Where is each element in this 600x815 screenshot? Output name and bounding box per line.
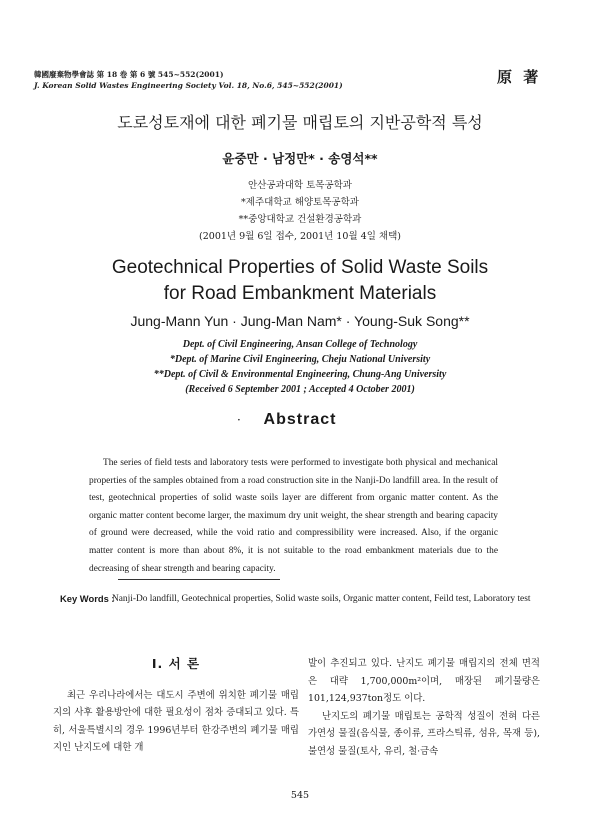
body-column-right (308, 655, 540, 761)
keywords-divider (118, 579, 280, 580)
section-heading-introduction: Ⅰ. 서 론 (151, 656, 201, 671)
journal-header-english: J. Korean Solid Wastes Engineering Society Vol. 18, No.6, 545~552(2001) (34, 81, 343, 90)
body-column-left (53, 655, 299, 757)
title-english (0, 255, 600, 307)
journal-header-korean: 韓國廢棄物學會誌 第 18 卷 第 6 號 545~552(2001) (34, 70, 224, 79)
affiliation-english-3: **Dept. of Civil & Environmental Engineering, Chung-Ang University (153, 369, 447, 380)
article-type-label: 原 著 (497, 68, 542, 86)
authors-english: Jung-Mann Yun · Jung-Man Nam* · Young-Suk Song** (130, 313, 470, 329)
affiliation-english-1: Dept. of Civil Engineering, Ansan College of Technology (182, 339, 418, 350)
received-date-english: (Received 6 September 2001 ; Accepted 4 October 2001) (185, 384, 415, 395)
keywords-text: Nanji-Do landfill, Geotechnical properties, Solid waste soils, Organic matter content, Feild test, Laboratory test (112, 594, 531, 604)
body-paragraph-right-2: 난지도의 폐기물 매립토는 공학적 성질이 전혀 다른 가연성 물질(음식물, 종이류, 프라스틱류, 섬유, 목재 등), 불연성 물질(토사, 유리, 철·금속 (308, 710, 540, 757)
affiliation-english-2: *Dept. of Marine Civil Engineering, Cheju National University (169, 354, 431, 365)
affiliation-korean-2: *제주대학교 해양토목공학과 (241, 197, 359, 208)
body-paragraph-right-1: 발이 추진되고 있다. 난지도 폐기물 매립지의 전체 면적은 대략 1,700,000m²이며, 매장된 폐기물량은 101,124,937ton정도 이다. (308, 658, 540, 705)
title-korean: 도로성토재에 대한 폐기물 매립토의 지반공학적 특성 (117, 113, 483, 132)
body-paragraph-left: 최근 우리나라에서는 대도시 주변에 위치한 폐기물 매립지의 사후 활용방안에 대한 필요성이 점차 증대되고 있다. 특히, 서울특별시의 경우 1996년부터 한강주변의 폐기물 매립지인 난지도에 대한 개 (53, 689, 299, 754)
title-english-line-2: for Road Embankment Materials (163, 283, 437, 304)
keywords-label: Key Words : (60, 593, 115, 604)
received-date-korean: (2001년 9월 6일 접수, 2001년 10월 4일 채택) (199, 231, 401, 242)
title-english-line-1: Geotechnical Properties of Solid Waste Soils (111, 257, 489, 278)
affiliation-korean-3: **중앙대학교 건설환경공학과 (238, 214, 362, 225)
affiliations-english (0, 337, 600, 397)
affiliations-korean (0, 177, 600, 245)
abstract-heading: Abstract (263, 411, 337, 428)
authors-korean: 윤중만 · 남정만* · 송영석** (222, 151, 378, 166)
page-number: 545 (290, 790, 310, 801)
abstract-body: The series of field tests and laboratory tests were performed to investigate both physical and mechanical properties of the samples obtained from a road construction site in the Nanji-Do landfill area. In the result of test, geotechnical properties of solid waste soils layer are different from organic matter content. As the organic matter content become larger, the maximum dry unit weight, the shear strength and bearing capacity of ground were decreased, while the void ratio and compressibility were increased. Also, if the organic matter content is more than about 8%, it is not suitable to the road embankment materials due to the decreasing of shear strength and bearing capacity. (89, 458, 498, 574)
affiliation-korean-1: 안산공과대학 토목공학과 (248, 180, 352, 191)
abstract-bullet: · (237, 413, 241, 427)
